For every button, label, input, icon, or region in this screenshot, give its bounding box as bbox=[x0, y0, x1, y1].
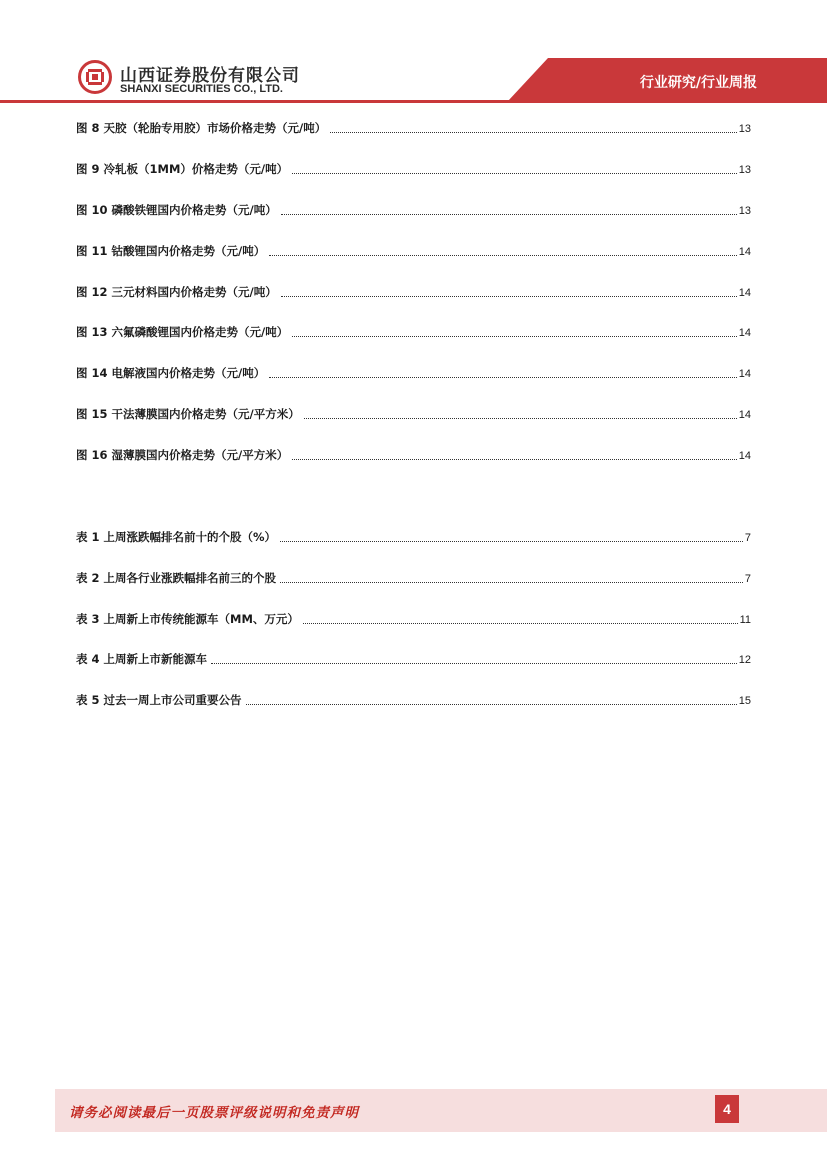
toc-entry[interactable] bbox=[76, 692, 751, 708]
toc-entry-page: 13 bbox=[738, 205, 751, 217]
toc-entry[interactable] bbox=[76, 651, 751, 667]
toc-entry[interactable] bbox=[76, 243, 751, 259]
dot-leader bbox=[281, 213, 737, 215]
page-header bbox=[0, 0, 827, 110]
toc-entry-label: 表 5 过去一周上市公司重要公告 bbox=[76, 693, 242, 707]
toc-entry-label: 图 13 六氟磷酸锂国内价格走势（元/吨） bbox=[76, 325, 289, 339]
dot-leader bbox=[246, 703, 737, 705]
dot-leader bbox=[292, 335, 737, 337]
toc-entry[interactable] bbox=[76, 447, 751, 463]
toc-entry-page: 12 bbox=[738, 654, 751, 666]
toc-entry-label: 图 8 天胶（轮胎专用胶）市场价格走势（元/吨） bbox=[76, 121, 327, 135]
toc-entry-label: 表 2 上周各行业涨跌幅排名前三的个股 bbox=[76, 571, 277, 585]
toc-entry-page: 14 bbox=[738, 368, 751, 380]
toc-entry-label: 图 15 干法薄膜国内价格走势（元/平方米） bbox=[76, 407, 300, 421]
toc-entry-page: 14 bbox=[738, 450, 751, 462]
dot-leader bbox=[269, 254, 737, 256]
toc-entry[interactable] bbox=[76, 570, 751, 586]
dot-leader bbox=[281, 295, 737, 297]
toc-entry[interactable] bbox=[76, 324, 751, 340]
toc-entry[interactable] bbox=[76, 120, 751, 136]
toc-entry-page: 11 bbox=[739, 614, 751, 626]
toc-entry-label: 图 12 三元材料国内价格走势（元/吨） bbox=[76, 285, 277, 299]
toc-entry-label: 图 16 湿薄膜国内价格走势（元/平方米） bbox=[76, 448, 289, 462]
page-number: 4 bbox=[715, 1095, 739, 1123]
dot-leader bbox=[292, 458, 737, 460]
dot-leader bbox=[280, 540, 743, 542]
toc-entry-label: 图 11 钴酸锂国内价格走势（元/吨） bbox=[76, 244, 266, 258]
company-name-cn: 山西证券股份有限公司 bbox=[120, 66, 300, 86]
disclaimer-notice: 请务必阅读最后一页股票评级说明和免责声明 bbox=[69, 1105, 359, 1121]
toc-entry-label: 图 10 磷酸铁锂国内价格走势（元/吨） bbox=[76, 203, 277, 217]
toc-entry[interactable] bbox=[76, 161, 751, 177]
toc-entry[interactable] bbox=[76, 611, 751, 627]
dot-leader bbox=[304, 417, 737, 419]
toc-entry-page: 13 bbox=[738, 123, 751, 135]
toc-entry-page: 14 bbox=[738, 409, 751, 421]
toc-entry[interactable] bbox=[76, 284, 751, 300]
dot-leader bbox=[330, 131, 737, 133]
company-name-en: SHANXI SECURITIES CO., LTD. bbox=[120, 83, 283, 95]
toc-entry-label: 图 9 冷轧板（1MM）价格走势（元/吨） bbox=[76, 162, 289, 176]
toc-entry-page: 14 bbox=[738, 287, 751, 299]
toc-entry-page: 7 bbox=[744, 532, 751, 544]
toc-entry-page: 7 bbox=[744, 573, 751, 585]
page-footer bbox=[55, 1089, 827, 1132]
toc-entry[interactable] bbox=[76, 406, 751, 422]
toc-entry-label: 表 1 上周涨跌幅排名前十的个股（%） bbox=[76, 530, 277, 544]
report-category: 行业研究/行业周报 bbox=[639, 75, 757, 91]
dot-leader bbox=[292, 172, 737, 174]
dot-leader bbox=[303, 622, 738, 624]
toc-entry[interactable] bbox=[76, 202, 751, 218]
toc-entry-page: 14 bbox=[738, 327, 751, 339]
dot-leader bbox=[269, 376, 737, 378]
dot-leader bbox=[211, 662, 737, 664]
toc-entry-label: 表 3 上周新上市传统能源车（MM、万元） bbox=[76, 612, 299, 626]
toc-entry[interactable] bbox=[76, 365, 751, 381]
dot-leader bbox=[280, 581, 743, 583]
toc-entry-page: 13 bbox=[738, 164, 751, 176]
shanxi-securities-logo-icon bbox=[78, 60, 112, 94]
toc-entry[interactable] bbox=[76, 529, 751, 545]
toc-entry-page: 14 bbox=[738, 246, 751, 258]
toc-entry-label: 图 14 电解液国内价格走势（元/吨） bbox=[76, 366, 266, 380]
toc-entry-page: 15 bbox=[738, 695, 751, 707]
toc-entry-label: 表 4 上周新上市新能源车 bbox=[76, 652, 208, 666]
